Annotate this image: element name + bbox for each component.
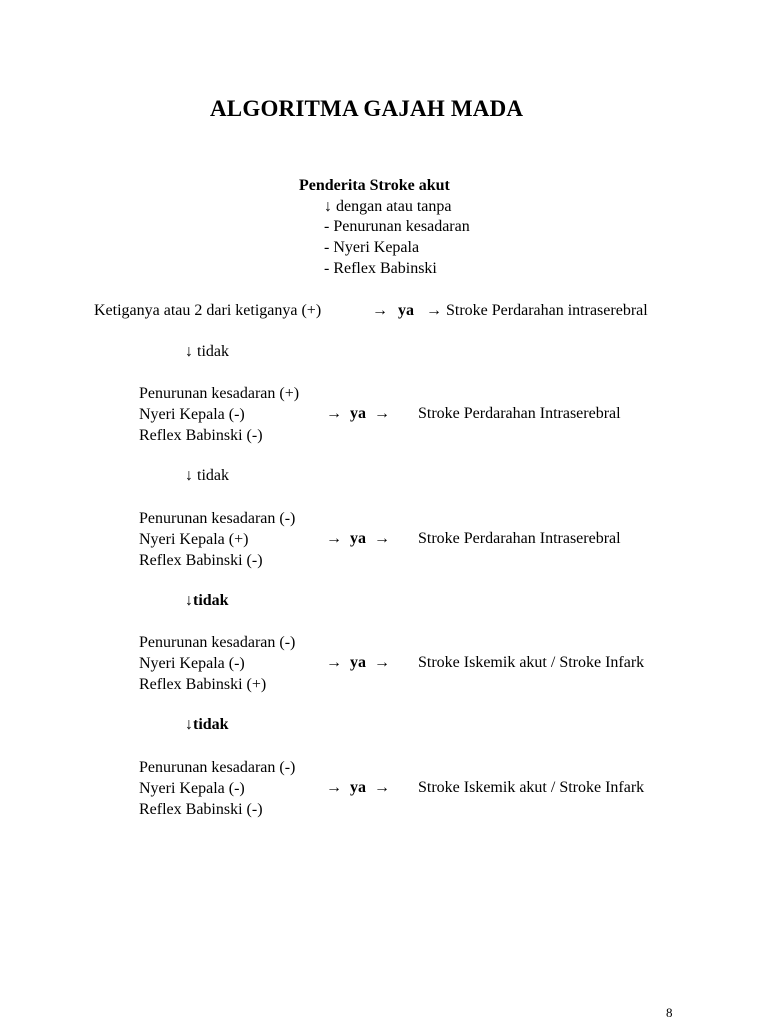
step-result: Stroke Iskemik akut / Stroke Infark [418, 654, 645, 671]
intro-criterion: - Nyeri Kepala [324, 239, 420, 256]
step-line: Nyeri Kepala (-) [139, 779, 245, 797]
step-line: Penurunan kesadaran (-) [139, 759, 296, 776]
page-title: ALGORITMA GAJAH MADA [210, 96, 524, 121]
step-result: Stroke Perdarahan Intraserebral [418, 530, 621, 547]
step-line: Nyeri Kepala (+) [139, 530, 249, 548]
intro-criterion: - Penurunan kesadaran [324, 218, 470, 235]
step-line: Reflex Babinski (-) [139, 426, 263, 444]
yes-arrow: → ya → [326, 779, 390, 796]
step-criteria [139, 633, 295, 695]
step-criteria [139, 384, 299, 446]
first-result: → Stroke Perdarahan intraserebral [426, 302, 648, 319]
step-result: Stroke Perdarahan Intraserebral [418, 405, 621, 422]
tidak-label: ↓tidak [185, 716, 229, 733]
first-yes-label: ya [398, 302, 414, 319]
step-criteria [139, 509, 295, 571]
yes-arrow: → ya → [326, 530, 390, 547]
step-line: Penurunan kesadaran (-) [139, 510, 296, 527]
step-line: Reflex Babinski (+) [139, 675, 267, 693]
tidak-label: ↓ tidak [185, 343, 229, 360]
yes-arrow: → ya → [326, 654, 390, 671]
yes-arrow: → ya → [326, 405, 390, 422]
step-line: Penurunan kesadaran (+) [139, 385, 300, 402]
step-result: Stroke Iskemik akut / Stroke Infark [418, 779, 645, 796]
intro-arrow-note: ↓ dengan atau tanpa [324, 198, 452, 215]
step-line: Penurunan kesadaran (-) [139, 634, 296, 651]
intro-criterion: - Reflex Babinski [324, 260, 437, 277]
step-line: Reflex Babinski (-) [139, 800, 263, 818]
first-condition: Ketiganya atau 2 dari ketiganya (+) [94, 302, 322, 319]
intro-heading: Penderita Stroke akut [299, 177, 450, 194]
first-arrow: → [372, 302, 388, 319]
step-line: Nyeri Kepala (-) [139, 654, 245, 672]
step-line: Reflex Babinski (-) [139, 551, 263, 569]
page-number: 8 [666, 1005, 673, 1020]
tidak-label: ↓ tidak [185, 467, 229, 484]
step-line: Nyeri Kepala (-) [139, 405, 245, 423]
step-criteria [139, 758, 295, 820]
tidak-label: ↓tidak [185, 592, 229, 609]
